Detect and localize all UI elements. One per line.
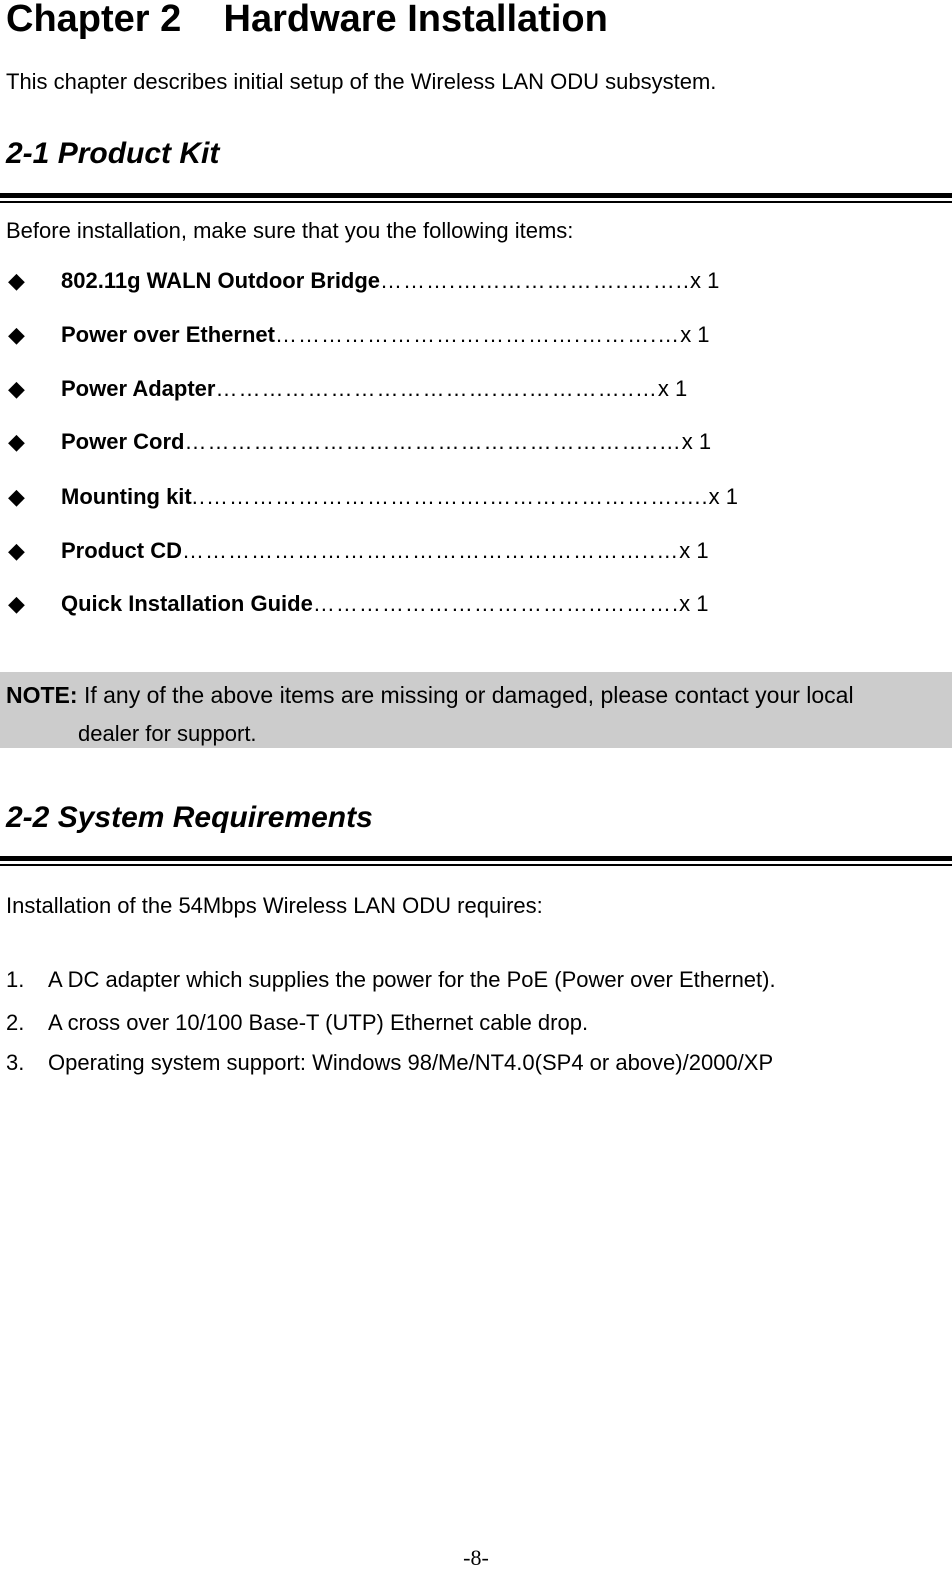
- diamond-bullet-icon: ◆: [8, 429, 25, 454]
- item-name: Mounting kit: [61, 484, 192, 509]
- item-quantity: x 1: [681, 429, 712, 454]
- diamond-bullet-icon: ◆: [8, 376, 25, 401]
- list-text: Operating system support: Windows 98/Me/NT4.0(SP4 or above)/2000/XP: [48, 1050, 774, 1075]
- leader-dots: ..……………………………….…………………….....: [191, 484, 709, 509]
- note-text-continued: dealer for support.: [78, 721, 257, 746]
- section-rule-thick: [0, 856, 952, 861]
- item-quantity: x 1: [680, 322, 710, 347]
- note-text: [6, 680, 854, 710]
- system-requirements-lead: Installation of the 54Mbps Wireless LAN ODU requires:: [6, 893, 543, 918]
- list-number: 1.: [6, 967, 25, 992]
- diamond-bullet-icon: ◆: [8, 268, 25, 293]
- item-name: Product CD: [61, 538, 182, 563]
- note-label: NOTE:: [6, 682, 78, 708]
- list-text: A cross over 10/100 Base-T (UTP) Ethernet cable drop.: [48, 1010, 589, 1035]
- item-name: Quick Installation Guide: [61, 591, 313, 616]
- chapter-intro: This chapter describes initial setup of the Wireless LAN ODU subsystem.: [6, 69, 717, 94]
- item-quantity: x 1: [689, 268, 720, 293]
- leader-dots: ……………………………….….…………..…: [215, 376, 658, 401]
- section-rule-thick: [0, 193, 952, 198]
- item-name: Power Adapter: [61, 376, 216, 401]
- chapter-title: Chapter 2 Hardware Installation: [6, 0, 608, 40]
- section-heading-product-kit: 2-1 Product Kit: [6, 137, 220, 170]
- item-name: 802.11g WALN Outdoor Bridge: [61, 268, 381, 293]
- list-number: 2.: [6, 1010, 25, 1035]
- section-heading-system-requirements: 2-2 System Requirements: [6, 801, 373, 834]
- diamond-bullet-icon: ◆: [8, 322, 25, 347]
- section-rule-thin: [0, 201, 952, 203]
- item-quantity: x 1: [679, 538, 709, 563]
- item-name: Power over Ethernet: [61, 322, 275, 347]
- leader-dots: ………………………………..……….: [312, 591, 680, 616]
- page-number: -8-: [463, 1545, 489, 1570]
- leader-dots: ……………………………………………………..…: [182, 538, 680, 563]
- diamond-bullet-icon: ◆: [8, 591, 25, 616]
- item-quantity: x 1: [679, 591, 709, 616]
- leader-dots: ……………………………………………………..…: [184, 429, 682, 454]
- item-name: Power Cord: [61, 429, 185, 454]
- list-number: 3.: [6, 1050, 25, 1075]
- product-kit-lead: Before installation, make sure that you the following items:: [6, 218, 574, 243]
- section-rule-thin: [0, 864, 952, 866]
- leader-dots: ………………………………….……….…: [274, 322, 681, 347]
- note-body: If any of the above items are missing or damaged, please contact your local: [77, 682, 854, 708]
- diamond-bullet-icon: ◆: [8, 538, 25, 563]
- list-text: A DC adapter which supplies the power for the PoE (Power over Ethernet).: [48, 967, 776, 992]
- item-quantity: x 1: [708, 484, 739, 509]
- leader-dots: ……….…...……………..……..: [380, 268, 690, 293]
- item-quantity: x 1: [657, 376, 688, 401]
- diamond-bullet-icon: ◆: [8, 484, 25, 509]
